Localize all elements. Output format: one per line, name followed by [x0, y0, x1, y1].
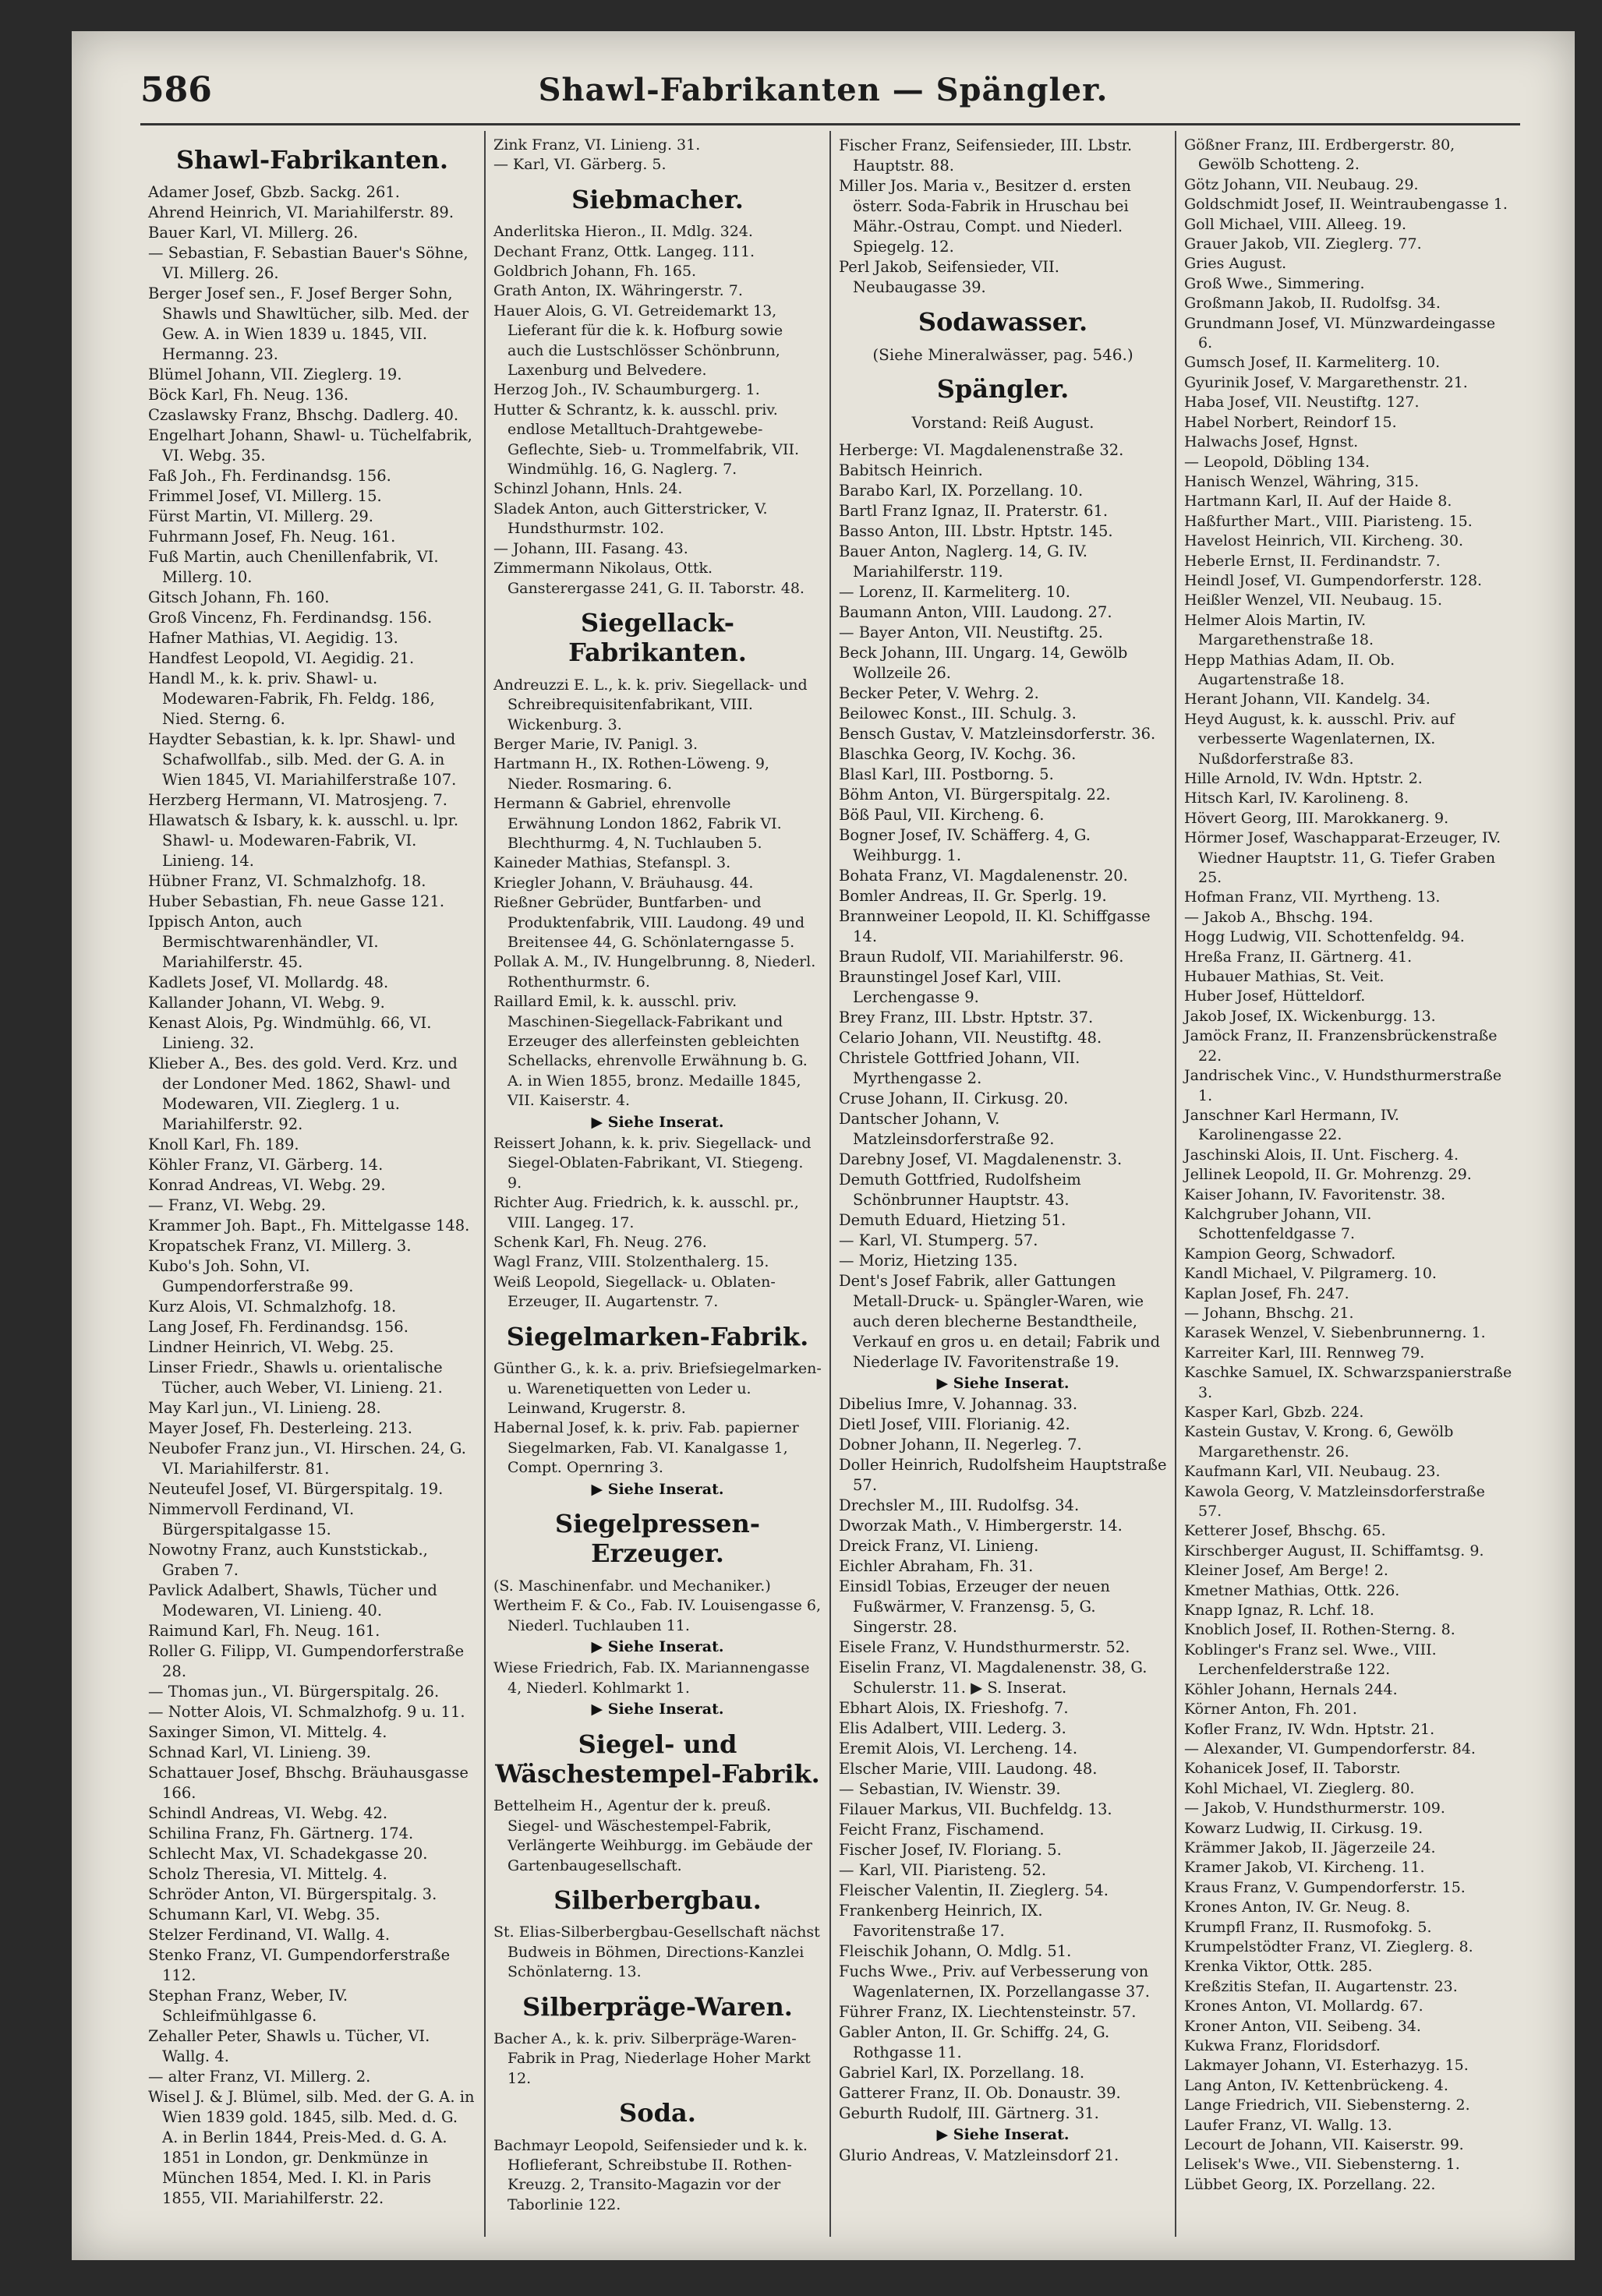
directory-entry: Beck Johann, III. Ungarg. 14, Gewölb Wollzeile 26. — [839, 643, 1128, 682]
directory-entry: Böß Paul, VII. Kircheng. 6. — [839, 805, 1045, 824]
column-3 — [831, 131, 1176, 2237]
directory-entry: Barabo Karl, IX. Porzellang. 10. — [839, 481, 1084, 500]
directory-entry: Knoblich Josef, II. Rothen-Sterng. 8. — [1184, 1621, 1455, 1639]
directory-entry: — Alexander, VI. Gumpendorferstr. 84. — [1184, 1740, 1476, 1757]
directory-entry: Kropatschek Franz, VI. Millerg. 3. — [148, 1237, 412, 1256]
directory-entry: Celario Johann, VII. Neustiftg. 48. — [839, 1028, 1102, 1047]
directory-entry: Kaschke Samuel, IX. Schwarzspanierstraße 3. — [1184, 1364, 1512, 1401]
directory-entry: Bauer Anton, Naglerg. 14, G. IV. Mariahilferstr. 119. — [839, 542, 1087, 581]
directory-entry: Schenk Karl, Fh. Neug. 276. — [493, 1234, 707, 1252]
directory-entry: Lecourt de Johann, VII. Kaiserstr. 99. — [1184, 2136, 1464, 2154]
directory-entry: Kukwa Franz, Floridsdorf. — [1184, 2037, 1381, 2054]
directory-entry: Hitsch Karl, IV. Karolineng. 8. — [1184, 789, 1409, 807]
directory-entry: Kallander Johann, VI. Webg. 9. — [148, 994, 385, 1012]
directory-entry: Schlecht Max, VI. Schadekgasse 20. — [148, 1845, 428, 1863]
header-rule — [140, 123, 1520, 125]
directory-entry: Janschner Karl Hermann, IV. Karolinengasse 22. — [1184, 1106, 1399, 1144]
directory-entry: Lang Josef, Fh. Ferdinandsg. 156. — [148, 1318, 408, 1337]
directory-entry: — Moriz, Hietzing 135. — [839, 1251, 1018, 1270]
directory-entry: Fürst Martin, VI. Millerg. 29. — [148, 507, 374, 526]
directory-entry: Klieber A., Bes. des gold. Verd. Krz. und der Londoner Med. 1862, Shawl- und Modewaren, VII. Zieglerg. 1 u. Mariahilferstr. 92. — [148, 1054, 458, 1134]
directory-entry: Herant Johann, VII. Kandelg. 34. — [1184, 691, 1430, 708]
directory-entry: Berger Marie, IV. Panigl. 3. — [493, 735, 698, 753]
directory-entry: Kaiser Johann, IV. Favoritenstr. 38. — [1184, 1185, 1446, 1203]
directory-entry: Ahrend Heinrich, VI. Mariahilferstr. 89. — [148, 203, 454, 222]
inserat-reference: ▶ Siehe Inserat. — [591, 1637, 724, 1655]
directory-entry: Schilina Franz, Fh. Gärtnerg. 174. — [148, 1824, 414, 1843]
directory-entry: Gyurinik Josef, V. Margarethenstr. 21. — [1184, 373, 1468, 391]
directory-entry: Herzberg Hermann, VI. Matrosjeng. 7. — [148, 791, 447, 810]
directory-entry: Neubofer Franz jun., VI. Hirschen. 24, G. VI. Mariahilferstr. 81. — [148, 1439, 466, 1478]
directory-entry: Hutter & Schrantz, k. k. ausschl. priv. endlose Metalltuch-Drahtgewebe-Geflechte, Sieb- u. Trommelfabrik, VII. Windmühlg. 16, G. Naglerg. 7. — [493, 401, 800, 479]
directory-entry: Kurz Alois, VI. Schmalzhofg. 18. — [148, 1298, 397, 1316]
directory-entry: Hafner Mathias, VI. Aegidig. 13. — [148, 629, 398, 648]
directory-entry: Zimmermann Nikolaus, Ottk. Gansterergasse 241, G. II. Taborstr. 48. — [493, 560, 805, 597]
directory-entry: Krumpelstödter Franz, VI. Zieglerg. 8. — [1184, 1937, 1473, 1955]
directory-entry: Hubauer Mathias, St. Veit. — [1184, 968, 1385, 986]
directory-entry: Koblinger's Franz sel. Wwe., VIII. Lerchenfelderstraße 122. — [1184, 1641, 1437, 1679]
directory-entry: Einsidl Tobias, Erzeuger der neuen Fußwärmer, V. Franzensg. 5, G. Singerstr. 28. — [839, 1577, 1110, 1636]
directory-entry: Linser Friedr., Shawls u. orientalische Tücher, auch Weber, VI. Linieng. 21. — [148, 1358, 443, 1397]
directory-entry: Frankenberg Heinrich, IX. Favoritenstraße 17. — [839, 1901, 1043, 1940]
inserat-reference: ▶ Siehe Inserat. — [591, 1701, 724, 1718]
directory-entry: Karasek Wenzel, V. Siebenbrunnerng. 1. — [1184, 1324, 1486, 1342]
directory-entry: Knapp Ignaz, R. Lchf. 18. — [1184, 1602, 1374, 1620]
directory-entry: Braun Rudolf, VII. Mariahilferstr. 96. — [839, 947, 1124, 966]
directory-entry: Saxinger Simon, VI. Mittelg. 4. — [148, 1723, 387, 1742]
directory-entry: Gabler Anton, II. Gr. Schiffg. 24, G. Rothgasse 11. — [839, 2022, 1110, 2061]
directory-entry: Huber Sebastian, Fh. neue Gasse 121. — [148, 892, 445, 911]
section-note: (Siehe Mineralwässer, pag. 546.) — [872, 345, 1133, 365]
directory-entry: Stephan Franz, Weber, IV. Schleifmühlgasse 6. — [148, 1987, 348, 2026]
inserat-reference: ▶ Siehe Inserat. — [591, 1480, 724, 1498]
column-2 — [486, 131, 831, 2237]
directory-entry: Engelhart Johann, Shawl- u. Tüchelfabrik, VI. Webg. 35. — [148, 426, 472, 465]
directory-entry: Heindl Josef, VI. Gumpendorferstr. 128. — [1184, 571, 1483, 589]
directory-entry: Kohanicek Josef, II. Taborstr. — [1184, 1760, 1401, 1778]
directory-entry: Feicht Franz, Fischamend. — [839, 1820, 1045, 1839]
directory-entry: Bachmayr Leopold, Seifensieder und k. k. Hoflieferant, Schreibstube II. Rothen-Kreuzg. 2, Transito-Magazin vor der Taborlinie 122. — [493, 2136, 808, 2213]
directory-entry: Babitsch Heinrich. — [839, 461, 983, 479]
directory-entry: Czaslawsky Franz, Bhschg. Dadlerg. 40. — [148, 406, 459, 425]
directory-entry: Kohl Michael, VI. Zieglerg. 80. — [1184, 1779, 1415, 1797]
directory-entry: Ippisch Anton, auch Bermischtwarenhändler, VI. Mariahilferstr. 45. — [148, 913, 379, 972]
directory-entry: Wagl Franz, VIII. Stolzenthalerg. 15. — [493, 1253, 769, 1271]
directory-entry: Hörmer Josef, Waschapparat-Erzeuger, IV. Wiedner Hauptstr. 11, G. Tiefer Graben 25. — [1184, 829, 1501, 887]
directory-entry: Reissert Johann, k. k. priv. Siegellack- und Siegel-Oblaten-Fabrikant, VI. Stiegeng. 9. — [493, 1135, 812, 1192]
directory-entry: Bettelheim H., Agentur der k. preuß. Siegel- und Wäschestempel-Fabrik, Verlängerte Weihburgg. im Gebäude der Gartenbaugesellschaft. — [493, 1797, 812, 1874]
directory-entry: Böck Karl, Fh. Neug. 136. — [148, 386, 349, 404]
section-heading: Silberpräge-Waren. — [522, 1991, 793, 2022]
directory-entry: Darebny Josef, VI. Magdalenenstr. 3. — [839, 1150, 1123, 1168]
directory-entry: Schumann Karl, VI. Webg. 35. — [148, 1906, 380, 1924]
columns-container — [140, 131, 1520, 2237]
directory-entry: Dreick Franz, VI. Linieng. — [839, 1536, 1039, 1555]
directory-entry: Hermann & Gabriel, ehrenvolle Erwähnung London 1862, Fabrik VI. Blechthurmg. 4, N. Tuchlauben 5. — [493, 795, 782, 852]
directory-entry: Berger Josef sen., F. Josef Berger Sohn, Shawls und Shawltücher, silb. Med. der Gew. A. in Wien 1839 u. 1845, VII. Hermanng. 23. — [148, 284, 469, 364]
directory-entry: Bomler Andreas, II. Gr. Sperlg. 19. — [839, 886, 1107, 905]
section-heading: Silberbergbau. — [553, 1884, 762, 1915]
directory-entry: Ebhart Alois, IX. Frieshofg. 7. — [839, 1698, 1069, 1717]
directory-entry: Perl Jakob, Seifensieder, VII. Neubaugasse 39. — [839, 258, 1059, 296]
directory-entry: Schindl Andreas, VI. Webg. 42. — [148, 1804, 388, 1823]
directory-entry: Kastein Gustav, V. Krong. 6, Gewölb Margarethenstr. 26. — [1184, 1423, 1454, 1461]
directory-entry: Anderlitska Hieron., II. Mdlg. 324. — [493, 223, 753, 241]
directory-entry: Laufer Franz, VI. Wallg. 13. — [1184, 2116, 1392, 2134]
directory-entry: Kroner Anton, VII. Seibeng. 34. — [1184, 2017, 1421, 2035]
directory-entry: — Bayer Anton, VII. Neustiftg. 25. — [839, 623, 1103, 641]
directory-entry: Geburth Rudolf, III. Gärtnerg. 31. — [839, 2103, 1099, 2122]
directory-entry: Günther G., k. k. a. priv. Briefsiegelmarken- u. Warenetiquetten von Leder u. Leinwand, Krugerstr. 8. — [493, 1360, 822, 1417]
directory-entry: Kreßzitis Stefan, II. Augartenstr. 23. — [1184, 1977, 1458, 1995]
directory-entry: Haßfurther Mart., VIII. Piaristeng. 15. — [1184, 512, 1473, 530]
directory-entry: Eiselin Franz, VI. Magdalenenstr. 38, G. Schulerstr. 11. ▶ S. Inserat. — [839, 1658, 1148, 1697]
directory-entry: Frimmel Josef, VI. Millerg. 15. — [148, 487, 382, 506]
directory-entry: — Thomas jun., VI. Bürgerspitalg. 26. — [148, 1683, 440, 1701]
page-header — [72, 31, 1575, 125]
column-1 — [140, 131, 486, 2237]
directory-entry: Lindner Heinrich, VI. Webg. 25. — [148, 1338, 394, 1357]
directory-entry: Brey Franz, III. Lbstr. Hptstr. 37. — [839, 1008, 1094, 1026]
directory-entry: Wisel J. & J. Blümel, silb. Med. der G. A. in Wien 1839 gold. 1845, silb. Med. d. G. A. in Berlin 1844, Preis-Med. d. G. A. 1851 in London, gr. Denkmünze in München 1854, Med. I. Kl. in Paris 1855, VII. Mariahilferstr. 22. — [148, 2088, 475, 2208]
directory-entry: Kubo's Joh. Sohn, VI. Gumpendorferstraße 99. — [148, 1257, 354, 1296]
directory-entry: Dworzak Math., V. Himbergerstr. 14. — [839, 1516, 1123, 1535]
directory-entry: Hille Arnold, IV. Wdn. Hptstr. 2. — [1184, 770, 1423, 787]
directory-entry: Hepp Mathias Adam, II. Ob. Augartenstraße 18. — [1184, 651, 1395, 688]
directory-entry: Knoll Karl, Fh. 189. — [148, 1136, 299, 1154]
directory-entry: Demuth Gottfried, Rudolfsheim Schönbrunner Hauptstr. 43. — [839, 1170, 1081, 1209]
directory-entry: Goldschmidt Josef, II. Weintraubengasse 1. — [1184, 196, 1508, 214]
directory-entry: Ketterer Josef, Bhschg. 65. — [1184, 1522, 1386, 1540]
directory-entry: Gabriel Karl, IX. Porzellang. 18. — [839, 2063, 1085, 2082]
directory-entry: Heberle Ernst, II. Ferdinandstr. 7. — [1184, 552, 1441, 570]
directory-entry: Gitsch Johann, Fh. 160. — [148, 588, 330, 607]
directory-entry: Heißler Wenzel, VII. Neubaug. 15. — [1184, 592, 1442, 609]
directory-entry: Helmer Alois Martin, IV. Margarethenstraße 18. — [1184, 611, 1374, 649]
directory-entry: Elis Adalbert, VIII. Lederg. 3. — [839, 1718, 1066, 1737]
directory-entry: Fuß Martin, auch Chenillenfabrik, VI. Millerg. 10. — [148, 548, 439, 587]
directory-entry: Goll Michael, VIII. Alleeg. 19. — [1184, 215, 1407, 233]
directory-entry: Jakob Josef, IX. Wickenburgg. 13. — [1184, 1007, 1436, 1025]
directory-entry: Heyd August, k. k. ausschl. Priv. auf verbesserte Wagenlaternen, IX. Nußdorferstraße 83. — [1184, 710, 1455, 768]
directory-entry: Roller G. Filipp, VI. Gumpendorferstraße 28. — [148, 1642, 465, 1681]
directory-entry: Dietl Josef, VIII. Florianig. 42. — [839, 1415, 1070, 1433]
directory-entry: — Karl, VI. Stumperg. 57. — [839, 1231, 1038, 1249]
directory-page — [72, 31, 1575, 2260]
directory-entry: Richter Aug. Friedrich, k. k. ausschl. pr., VIII. Langeg. 17. — [493, 1194, 799, 1231]
directory-entry: Habel Norbert, Reindorf 15. — [1184, 413, 1397, 431]
directory-entry: Jellinek Leopold, II. Gr. Mohrenzg. 29. — [1184, 1166, 1472, 1184]
directory-entry: (S. Maschinenfabr. und Mechaniker.) — [493, 1577, 771, 1595]
directory-entry: Kasper Karl, Gbzb. 224. — [1184, 1404, 1364, 1421]
directory-entry: Stelzer Ferdinand, VI. Wallg. 4. — [148, 1926, 391, 1945]
directory-entry: Halwachs Josef, Hgnst. — [1184, 433, 1359, 451]
directory-entry: Lakmayer Johann, VI. Esterhazyg. 15. — [1184, 2057, 1469, 2075]
directory-entry: Havelost Heinrich, VII. Kircheng. 30. — [1184, 532, 1464, 550]
directory-entry: Dechant Franz, Ottk. Langeg. 111. — [493, 242, 755, 260]
directory-entry: Karreiter Karl, III. Rennweg 79. — [1184, 1344, 1425, 1362]
directory-entry: Fuhrmann Josef, Fh. Neug. 161. — [148, 528, 396, 546]
directory-entry: Kaineder Mathias, Stefanspl. 3. — [493, 854, 731, 872]
page-title: Shawl-Fabrikanten — Spängler. — [538, 72, 1109, 108]
directory-entry: Handl M., k. k. priv. Shawl- u. Modewaren-Fabrik, Fh. Feldg. 186, Nied. Sterng. 6. — [148, 669, 435, 729]
section-heading: Siegelmarken-Fabrik. — [506, 1321, 809, 1351]
directory-entry: Führer Franz, IX. Liechtensteinstr. 57. — [839, 2002, 1137, 2021]
directory-entry: — Franz, VI. Webg. 29. — [148, 1196, 326, 1215]
directory-entry: Dent's Josef Fabrik, aller Gattungen Metall-Druck- u. Spängler-Waren, wie auch deren blecherne Bestandtheile, Verkauf en gros u. en detail; Fabrik und Niederlage IV. Favoritenstraße 19. — [839, 1271, 1161, 1371]
directory-entry: Brannweiner Leopold, II. Kl. Schiffgasse 14. — [839, 906, 1151, 945]
directory-entry: St. Elias-Silberbergbau-Gesellschaft nächst Budweis in Böhmen, Directions-Kanzlei Schönlaterng. 13. — [493, 1923, 820, 1981]
directory-entry: Glurio Andreas, V. Matzleinsdorf 21. — [839, 2146, 1119, 2164]
directory-entry: Kleiner Josef, Am Berge! 2. — [1184, 1562, 1388, 1580]
directory-entry: Jamöck Franz, II. Franzensbrückenstraße 22. — [1184, 1027, 1498, 1065]
directory-entry: Huber Josef, Hütteldorf. — [1184, 987, 1366, 1005]
directory-entry: Beilowec Konst., III. Schulg. 3. — [839, 704, 1077, 722]
directory-entry: Bauer Karl, VI. Millerg. 26. — [148, 224, 359, 242]
directory-entry: Kriegler Johann, V. Bräuhausg. 44. — [493, 874, 754, 892]
directory-entry: Nimmervoll Ferdinand, VI. Bürgerspitalgasse 15. — [148, 1500, 355, 1539]
section-heading: Siegel- und Wäschestempel-Fabrik. — [495, 1729, 820, 1789]
directory-entry: Lübbet Georg, IX. Porzellang. 22. — [1184, 2175, 1436, 2193]
directory-entry: — Sebastian, IV. Wienstr. 39. — [839, 1779, 1061, 1798]
directory-entry: Bartl Franz Ignaz, II. Praterstr. 61. — [839, 501, 1109, 520]
page-number: 586 — [140, 70, 212, 110]
inserat-reference: ▶ Siehe Inserat. — [936, 2125, 1070, 2143]
directory-entry: Kalchgruber Johann, VII. Schottenfeldgasse 7. — [1184, 1205, 1372, 1243]
directory-entry: Dobner Johann, II. Negerleg. 7. — [839, 1435, 1082, 1454]
directory-entry: Jandrischek Vinc., V. Hundsthurmerstraße 1. — [1184, 1067, 1502, 1104]
directory-entry: Gumsch Josef, II. Karmeliterg. 10. — [1184, 354, 1441, 372]
directory-entry: Dantscher Johann, V. Matzleinsdorferstraße 92. — [839, 1109, 1055, 1148]
directory-entry: Bensch Gustav, V. Matzleinsdorferstr. 36. — [839, 724, 1156, 743]
directory-entry: Goldbrich Johann, Fh. 165. — [493, 263, 697, 281]
directory-entry: Nowotny Franz, auch Kunststickab., Graben 7. — [148, 1541, 428, 1580]
directory-entry: Hauer Alois, G. VI. Getreidemarkt 13, Lieferant für die k. k. Hofburg sowie auch die Lustschlösser Schönbrunn, Laxenburg und Belvedere. — [493, 302, 783, 380]
directory-entry: Eisele Franz, V. Hundsthurmerstr. 52. — [839, 1637, 1130, 1656]
directory-entry: Fischer Josef, IV. Floriang. 5. — [839, 1840, 1062, 1859]
directory-entry: Kampion Georg, Schwadorf. — [1184, 1245, 1396, 1263]
directory-entry: Stenko Franz, VI. Gumpendorferstraße 112. — [148, 1946, 451, 1985]
directory-entry: Hövert Georg, III. Marokkanerg. 9. — [1184, 809, 1449, 827]
directory-entry: Jaschinski Alois, II. Unt. Fischerg. 4. — [1184, 1146, 1459, 1164]
directory-entry: Faß Joh., Fh. Ferdinandsg. 156. — [148, 467, 391, 486]
directory-entry: Fleischik Johann, O. Mdlg. 51. — [839, 1941, 1072, 1960]
directory-entry: — Jakob A., Bhschg. 194. — [1184, 908, 1374, 926]
directory-entry: Filauer Markus, VII. Buchfeldg. 13. — [839, 1800, 1112, 1818]
directory-entry: Wiese Friedrich, Fab. IX. Mariannengasse 4, Niederl. Kohlmarkt 1. — [493, 1659, 810, 1697]
section-heading: Siegellack-Fabrikanten. — [568, 607, 747, 668]
directory-entry: — Sebastian, F. Sebastian Bauer's Söhne, VI. Millerg. 26. — [148, 244, 469, 283]
directory-entry: Schröder Anton, VI. Bürgerspitalg. 3. — [148, 1885, 437, 1904]
directory-entry: May Karl jun., VI. Linieng. 28. — [148, 1399, 381, 1418]
section-heading: Soda. — [619, 2098, 696, 2128]
directory-entry: Lang Anton, IV. Kettenbrückeng. 4. — [1184, 2076, 1448, 2094]
section-heading: Siegelpressen-Erzeuger. — [554, 1508, 761, 1569]
directory-entry: Weiß Leopold, Siegellack- u. Oblaten-Erzeuger, II. Augartenstr. 7. — [493, 1273, 776, 1311]
directory-entry: Becker Peter, V. Wehrg. 2. — [839, 684, 1039, 702]
directory-entry: Schattauer Josef, Bhschg. Bräuhausgasse 166. — [148, 1764, 469, 1803]
directory-entry: Blasl Karl, III. Postborng. 5. — [839, 765, 1054, 783]
directory-entry: Mayer Josef, Fh. Desterleing. 213. — [148, 1419, 412, 1438]
directory-entry: Kaufmann Karl, VII. Neubaug. 23. — [1184, 1463, 1441, 1481]
directory-entry: Wertheim F. & Co., Fab. IV. Louisengasse 6, Niederl. Tuchlauben 11. — [493, 1597, 822, 1634]
directory-entry: Herzog Joh., IV. Schaumburgerg. 1. — [493, 381, 760, 399]
section-heading: Shawl-Fabrikanten. — [176, 145, 448, 175]
directory-entry: Hübner Franz, VI. Schmalzhofg. 18. — [148, 872, 426, 891]
directory-entry: Hofman Franz, VII. Myrtheng. 13. — [1184, 888, 1441, 906]
directory-entry: Eremit Alois, VI. Lercheng. 14. — [839, 1739, 1078, 1757]
directory-entry: Fuchs Wwe., Priv. auf Verbesserung von Wagenlaternen, IX. Porzellangasse 37. — [839, 1962, 1150, 2001]
directory-entry: Schinzl Johann, Hnls. 24. — [493, 480, 683, 498]
directory-entry: Kirschberger August, II. Schiffamtsg. 9. — [1184, 1542, 1484, 1560]
directory-entry: Fischer Franz, Seifensieder, III. Lbstr. Hauptstr. 88. — [839, 136, 1133, 175]
directory-entry: Blaschka Georg, IV. Kochg. 36. — [839, 744, 1077, 763]
directory-entry: Lelisek's Wwe., VII. Siebensterng. 1. — [1184, 2156, 1460, 2174]
directory-entry: Christele Gottfried Johann, VII. Myrthengasse 2. — [839, 1048, 1080, 1087]
directory-entry: Köhler Johann, Hernals 244. — [1184, 1680, 1398, 1698]
inserat-reference: ▶ Siehe Inserat. — [591, 1113, 724, 1131]
directory-entry: Adamer Josef, Gbzb. Sackg. 261. — [148, 183, 400, 202]
directory-entry: — Jakob, V. Hundsthurmerstr. 109. — [1184, 1800, 1445, 1817]
section-heading: Spängler. — [936, 374, 1070, 404]
directory-entry: Braunstingel Josef Karl, VIII. Lerchengasse 9. — [839, 967, 1062, 1006]
directory-entry: Kenast Alois, Pg. Windmühlg. 66, VI. Linieng. 32. — [148, 1014, 432, 1053]
directory-entry: Hanisch Wenzel, Währing, 315. — [1184, 472, 1420, 490]
section-note: Vorstand: Reiß August. — [911, 412, 1095, 432]
directory-entry: Doller Heinrich, Rudolfsheim Hauptstraße 57. — [839, 1455, 1167, 1494]
directory-entry: — Leopold, Döbling 134. — [1184, 453, 1370, 471]
directory-entry: Gries August. — [1184, 255, 1287, 273]
directory-entry: Hreßa Franz, II. Gärtnerg. 41. — [1184, 948, 1413, 966]
directory-entry: Kofler Franz, IV. Wdn. Hptstr. 21. — [1184, 1720, 1435, 1738]
inserat-reference: ▶ Siehe Inserat. — [936, 1374, 1070, 1392]
directory-entry: Böhm Anton, VI. Bürgerspitalg. 22. — [839, 785, 1111, 804]
directory-entry: Konrad Andreas, VI. Webg. 29. — [148, 1176, 386, 1195]
directory-entry: Haba Josef, VII. Neustiftg. 127. — [1184, 394, 1420, 412]
directory-entry: Kowarz Ludwig, II. Cirkusg. 19. — [1184, 1819, 1423, 1837]
directory-entry: — Notter Alois, VI. Schmalzhofg. 9 u. 11. — [148, 1703, 465, 1722]
directory-entry: Dibelius Imre, V. Johannag. 33. — [839, 1394, 1078, 1413]
directory-entry: Grauer Jakob, VII. Zieglerg. 77. — [1184, 235, 1422, 253]
directory-entry: Körner Anton, Fh. 201. — [1184, 1701, 1357, 1718]
column-4 — [1176, 131, 1520, 2237]
directory-entry: Schnad Karl, VI. Linieng. 39. — [148, 1743, 372, 1762]
directory-entry: Groß Vincenz, Fh. Ferdinandsg. 156. — [148, 609, 433, 627]
directory-entry: Zink Franz, VI. Linieng. 31. — [493, 136, 701, 154]
directory-entry: Grath Anton, IX. Währingerstr. 7. — [493, 282, 743, 300]
directory-entry: Andreuzzi E. L., k. k. priv. Siegellack- und Schreibrequisitenfabrikant, VIII. Wickenburg. 3. — [493, 676, 808, 733]
directory-entry: Elscher Marie, VIII. Laudong. 48. — [839, 1759, 1098, 1778]
directory-entry: Götz Johann, VII. Neubaug. 29. — [1184, 175, 1419, 193]
directory-entry: Grundmann Josef, VI. Münzwardeingasse 6. — [1184, 314, 1496, 352]
directory-entry: Kmetner Mathias, Ottk. 226. — [1184, 1581, 1400, 1599]
directory-entry: Zehaller Peter, Shawls u. Tücher, VI. Wallg. 4. — [148, 2027, 430, 2066]
directory-entry: Baumann Anton, VIII. Laudong. 27. — [839, 602, 1112, 621]
directory-entry: Bacher A., k. k. priv. Silberpräge-Waren-Fabrik in Prag, Niederlage Hoher Markt 12. — [493, 2029, 811, 2087]
directory-entry: Blümel Johann, VII. Zieglerg. 19. — [148, 366, 402, 384]
directory-entry: Krones Anton, VI. Mollardg. 67. — [1184, 1998, 1423, 2015]
directory-entry: Rießner Gebrüder, Buntfarben- und Produktenfabrik, VIII. Laudong. 49 und Breitensee 44, G. Schönlaterngasse 5. — [493, 894, 805, 951]
directory-entry: Krones Anton, IV. Gr. Neug. 8. — [1184, 1899, 1411, 1916]
directory-entry: Gößner Franz, III. Erdbergerstr. 80, Gewölb Schotteng. 2. — [1184, 136, 1455, 174]
directory-entry: Scholz Theresia, VI. Mittelg. 4. — [148, 1865, 387, 1884]
directory-entry: Hartmann Karl, II. Auf der Haide 8. — [1184, 493, 1452, 510]
directory-entry: — Johann, Bhschg. 21. — [1184, 1304, 1354, 1322]
directory-entry: Kadlets Josef, VI. Mollardg. 48. — [148, 973, 389, 992]
directory-entry: Kaplan Josef, Fh. 247. — [1184, 1284, 1349, 1302]
directory-entry: — Johann, III. Fasang. 43. — [493, 539, 688, 557]
directory-entry: Hlawatsch & Isbary, k. k. ausschl. u. lpr. Shawl- u. Modewaren-Fabrik, VI. Linieng. 14. — [148, 811, 459, 871]
directory-entry: Eichler Abraham, Fh. 31. — [839, 1556, 1034, 1575]
directory-entry: Kandl Michael, V. Pilgramerg. 10. — [1184, 1265, 1437, 1283]
directory-entry: Kraus Franz, V. Gumpendorferstr. 15. — [1184, 1878, 1466, 1896]
directory-entry: Raillard Emil, k. k. ausschl. priv. Maschinen-Siegellack-Fabrikant und Erzeuger des allerfeinsten gebleichten Schellacks, ehrenvolle Erwähnung b. G. A. in Wien 1855, bronz. Medaille 1845, VII. Kaiserstr. 4. — [493, 993, 808, 1110]
directory-entry: Gatterer Franz, II. Ob. Donaustr. 39. — [839, 2083, 1121, 2102]
directory-entry: Neuteufel Josef, VI. Bürgerspitalg. 19. — [148, 1480, 444, 1499]
directory-entry: Lange Friedrich, VII. Siebensterng. 2. — [1184, 2096, 1470, 2114]
directory-entry: Drechsler M., III. Rudolfsg. 34. — [839, 1496, 1080, 1514]
directory-entry: Habernal Josef, k. k. priv. Fab. papierner Siegelmarken, Fab. VI. Kanalgasse 1, Compt. Opernring 3. — [493, 1419, 799, 1477]
directory-entry: Bogner Josef, IV. Schäfferg. 4, G. Weihburgg. 1. — [839, 825, 1091, 864]
directory-entry: Krenka Viktor, Ottk. 285. — [1184, 1958, 1373, 1976]
directory-entry: — alter Franz, VI. Millerg. 2. — [148, 2068, 371, 2086]
directory-entry: Miller Jos. Maria v., Besitzer d. ersten österr. Soda-Fabrik in Hruschau bei Mähr.-Ostrau, Compt. und Niederl. Spiegelg. 12. — [839, 177, 1131, 256]
directory-entry: — Lorenz, II. Karmeliterg. 10. — [839, 582, 1070, 601]
directory-entry: Handfest Leopold, VI. Aegidig. 21. — [148, 649, 415, 668]
directory-entry: Pavlick Adalbert, Shawls, Tücher und Modewaren, VI. Linieng. 40. — [148, 1581, 437, 1620]
directory-entry: Raimund Karl, Fh. Neug. 161. — [148, 1622, 380, 1641]
directory-entry: Hogg Ludwig, VII. Schottenfeldg. 94. — [1184, 928, 1465, 946]
directory-entry: Fleischer Valentin, II. Zieglerg. 54. — [839, 1881, 1109, 1899]
directory-entry: Kramer Jakob, VI. Kircheng. 11. — [1184, 1859, 1425, 1877]
directory-entry: Sladek Anton, auch Gitterstricker, V. Hundsthurmstr. 102. — [493, 500, 768, 538]
directory-entry: Bohata Franz, VI. Magdalenenstr. 20. — [839, 866, 1128, 885]
directory-entry: Groß Wwe., Simmering. — [1184, 274, 1365, 292]
directory-entry: Pollak A. M., IV. Hungelbrunng. 8, Niederl. Rothenthurmstr. 6. — [493, 953, 816, 991]
directory-entry: Demuth Eduard, Hietzing 51. — [839, 1210, 1066, 1229]
directory-entry: Herberge: VI. Magdalenenstraße 32. — [839, 440, 1124, 459]
directory-entry: Köhler Franz, VI. Gärberg. 14. — [148, 1156, 384, 1174]
directory-entry: Hartmann H., IX. Rothen-Löweng. 9, Nieder. Rosmaring. 6. — [493, 755, 769, 793]
directory-entry: — Karl, VI. Gärberg. 5. — [493, 156, 667, 174]
directory-entry: Cruse Johann, II. Cirkusg. 20. — [839, 1089, 1069, 1107]
section-heading: Siebmacher. — [571, 184, 744, 214]
directory-entry: — Karl, VII. Piaristeng. 52. — [839, 1860, 1047, 1879]
directory-entry: Großmann Jakob, II. Rudolfsg. 34. — [1184, 295, 1441, 313]
directory-entry: Krumpfl Franz, II. Rusmofokg. 5. — [1184, 1918, 1432, 1936]
directory-entry: Basso Anton, III. Lbstr. Hptstr. 145. — [839, 521, 1113, 540]
directory-entry: Krämmer Jakob, II. Jägerzeile 24. — [1184, 1839, 1436, 1856]
directory-entry: Krammer Joh. Bapt., Fh. Mittelgasse 148. — [148, 1217, 470, 1235]
section-heading: Sodawasser. — [918, 307, 1088, 337]
directory-entry: Kawola Georg, V. Matzleinsdorferstraße 57. — [1184, 1482, 1485, 1521]
directory-entry: Haydter Sebastian, k. k. lpr. Shawl- und Schafwollfab., silb. Med. der G. A. in Wien 1845, VI. Mariahilferstraße 107. — [148, 730, 457, 789]
